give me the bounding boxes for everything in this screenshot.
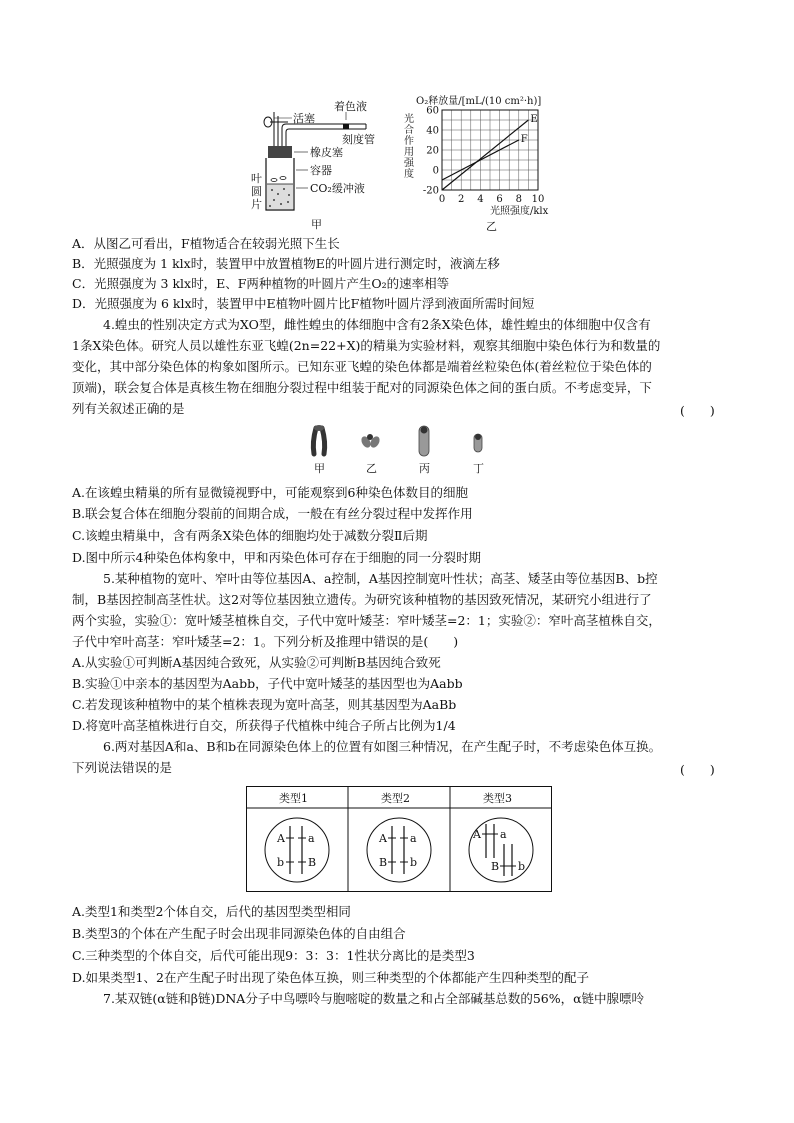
label-leaf-2: 圆 <box>251 185 262 198</box>
type-2-header: 类型2 <box>381 792 410 805</box>
q7-stem-1: 7.某双链(α链和β链)DNA分子中鸟嘌呤与胞嘧啶的数量之和占全部碱基总数的56%，α链中腺嘌呤 <box>103 991 645 1006</box>
t2-gene-b: b <box>410 856 418 869</box>
t2-gene-B: B <box>379 856 388 869</box>
q3-option-a: A．从图乙可看出，F植物适合在较弱光照下生长 <box>72 236 340 251</box>
t1-gene-B: B <box>308 856 317 869</box>
chart-ylabel-side-char: 作 <box>404 136 414 147</box>
label-piston: 活塞 <box>293 112 315 125</box>
chromosome-yi <box>360 434 382 449</box>
q4-option-c: C.该蝗虫精巢中，含有两条X染色体的细胞均处于减数分裂Ⅱ后期 <box>72 528 428 543</box>
caption-yi: 乙 <box>486 220 497 233</box>
q6-option-a: A.类型1和类型2个体自交，后代的基因型类型相同 <box>72 904 351 919</box>
chart-ylabel-side-char: 合 <box>404 125 414 136</box>
label-colored-liquid: 着色液 <box>334 100 367 113</box>
t1-gene-A: A <box>277 832 285 845</box>
chart-series-E <box>442 120 528 190</box>
t3-gene-a: a <box>500 828 507 841</box>
caption-jia: 甲 <box>311 218 322 230</box>
q6-answer-paren: ( ) <box>680 762 715 777</box>
chromosome-figure <box>300 424 510 476</box>
chart-xtick-label: 2 <box>458 194 465 205</box>
chart-xtick-label: 0 <box>438 194 446 205</box>
apparatus-figure <box>248 100 388 230</box>
t1-gene-a: a <box>308 832 315 845</box>
q6-stem-2: 下列说法错误的是 <box>72 760 173 775</box>
t2-gene-a: a <box>410 832 417 845</box>
chart-ytick-label: -20 <box>422 185 439 197</box>
chromosome-jia <box>313 425 324 454</box>
label-leaf-1: 叶 <box>251 172 262 185</box>
chart-xtick-label: 10 <box>531 194 545 205</box>
q3-option-d: D．光照强度为 6 klx时，装置甲中E植物叶圆片比F植物叶圆片浮到液面所需时间短 <box>72 296 535 311</box>
t1-gene-b: b <box>277 856 285 869</box>
chart-ytick-label: 60 <box>426 105 439 117</box>
chart-xlabel: 光照强度/klx <box>490 206 549 217</box>
q5-option-a: A.从实验①可判断A基因纯合致死，从实验②可判断B基因纯合致死 <box>72 655 441 670</box>
label-leaf-3: 片 <box>251 198 262 211</box>
q3-option-c: C．光照强度为 3 klx时，E、F两种植物的叶圆片产生O₂的速率相等 <box>72 276 450 291</box>
chart-ylabel-side-char: 用 <box>404 147 414 158</box>
q5-option-d: D.将宽叶高茎植株进行自交，所获得子代植株中纯合子所占比例为1/4 <box>72 718 456 733</box>
q5-stem-3: 两个实验，实验①：宽叶矮茎植株自交，子代中宽叶矮茎：窄叶矮茎=2：1；实验②：窄叶高茎植株自交， <box>72 613 661 628</box>
chromosome-ding <box>474 434 482 452</box>
chart-xtick-label: 6 <box>496 194 503 205</box>
label-scale-tube: 刻度管 <box>342 133 375 146</box>
q4-option-b: B.联会复合体在细胞分裂前的间期合成，一般在有丝分裂过程中发挥作用 <box>72 506 473 521</box>
chromosome-label-yi: 乙 <box>366 462 377 475</box>
chart-ylabel-side-char: 度 <box>404 169 414 180</box>
q5-stem-4: 子代中窄叶高茎：窄叶矮茎=2：1。下列分析及推理中错误的是( ) <box>72 634 459 649</box>
q4-option-d: D.图中所示4种染色体构象中，甲和丙染色体可存在于细胞的同一分裂时期 <box>72 550 482 565</box>
q6-option-d: D.如果类型1、2在产生配子时出现了染色体互换，则三种类型的个体都能产生四种类型的配子 <box>72 970 589 985</box>
chromosome-label-jia: 甲 <box>314 462 325 475</box>
chart-ytick-label: 20 <box>426 145 439 157</box>
q4-stem-5: 列有关叙述正确的是 <box>72 401 185 416</box>
q4-answer-paren: ( ) <box>680 403 715 418</box>
q3-option-b: B．光照强度为 1 klx时，装置甲中放置植物E的叶圆片进行测定时，液滴左移 <box>72 256 500 271</box>
chart-ylabel-top: O₂释放量/[mL/(10 cm²·h)] <box>416 96 542 107</box>
chart-xtick-label: 4 <box>477 194 484 205</box>
chart-yi <box>400 92 580 234</box>
chart-ytick-label: 0 <box>432 165 439 177</box>
type-1-header: 类型1 <box>279 792 308 805</box>
q4-stem-2: 1条X染色体。研究人员以雄性东亚飞蝗(2n=22+X)的精巢为实验材料，观察其细胞中染色体行为和数量的 <box>72 338 661 353</box>
label-rubber-stopper: 橡皮塞 <box>310 146 343 159</box>
q5-option-c: C.若发现该种植物中的某个植株表现为宽叶高茎，则其基因型为AaBb <box>72 697 457 712</box>
chart-series-label-F: F <box>520 134 528 145</box>
label-buffer: CO₂缓冲液 <box>310 182 365 195</box>
chart-ylabel-side-char: 强 <box>404 158 414 169</box>
chromosome-bing <box>419 426 429 456</box>
q5-stem-1: 5.某种植物的宽叶、窄叶由等位基因A、a控制，A基因控制宽叶性状；高茎、矮茎由等位基因B、b控 <box>103 571 658 586</box>
chromosome-label-bing: 丙 <box>419 462 430 475</box>
chart-xtick-label: 8 <box>515 194 522 205</box>
label-container: 容器 <box>310 164 332 177</box>
t3-gene-A: A <box>473 828 481 841</box>
q6-stem-1: 6.两对基因A和a、B和b在同源染色体上的位置有如图三种情况，在产生配子时，不考虑染色体互换。 <box>103 739 662 754</box>
chart-ylabel-side-char: 光 <box>404 114 414 125</box>
q6-option-c: C.三种类型的个体自交，后代可能出现9：3：3：1性状分离比的是类型3 <box>72 948 475 963</box>
chart-ytick-label: 40 <box>426 125 439 137</box>
q5-stem-2: 制，B基因控制高茎性状。这2对等位基因独立遗传。为研究该种植物的基因致死情况，某研究小组进行了 <box>72 592 652 607</box>
chart-series-label-E: E <box>530 114 538 125</box>
type-3-header: 类型3 <box>483 792 512 805</box>
q5-option-b: B.实验①中亲本的基因型为Aabb，子代中宽叶矮茎的基因型也为Aabb <box>72 676 463 691</box>
q4-stem-4: 顶端)，联会复合体是真核生物在细胞分裂过程中组装于配对的同源染色体之间的蛋白质。不考虑变异，下 <box>72 380 652 395</box>
q6-option-b: B.类型3的个体在产生配子时会出现非同源染色体的自由组合 <box>72 926 406 941</box>
q4-option-a: A.在该蝗虫精巢的所有显微镜视野中，可能观察到6种染色体数目的细胞 <box>72 485 468 500</box>
chromosome-label-ding: 丁 <box>473 462 484 475</box>
t3-gene-B: B <box>491 860 500 873</box>
q4-stem-1: 4.蝗虫的性别决定方式为XO型，雌性蝗虫的体细胞中含有2条X染色体，雄性蝗虫的体细胞中仅含有 <box>103 317 651 332</box>
gene-type-table <box>246 786 552 892</box>
q4-stem-3: 变化，其中部分染色体的构象如图所示。已知东亚飞蝗的染色体都是端着丝粒染色体(着丝粒位于染色体的 <box>72 359 652 374</box>
t2-gene-A: A <box>379 832 387 845</box>
t3-gene-b: b <box>518 860 526 873</box>
